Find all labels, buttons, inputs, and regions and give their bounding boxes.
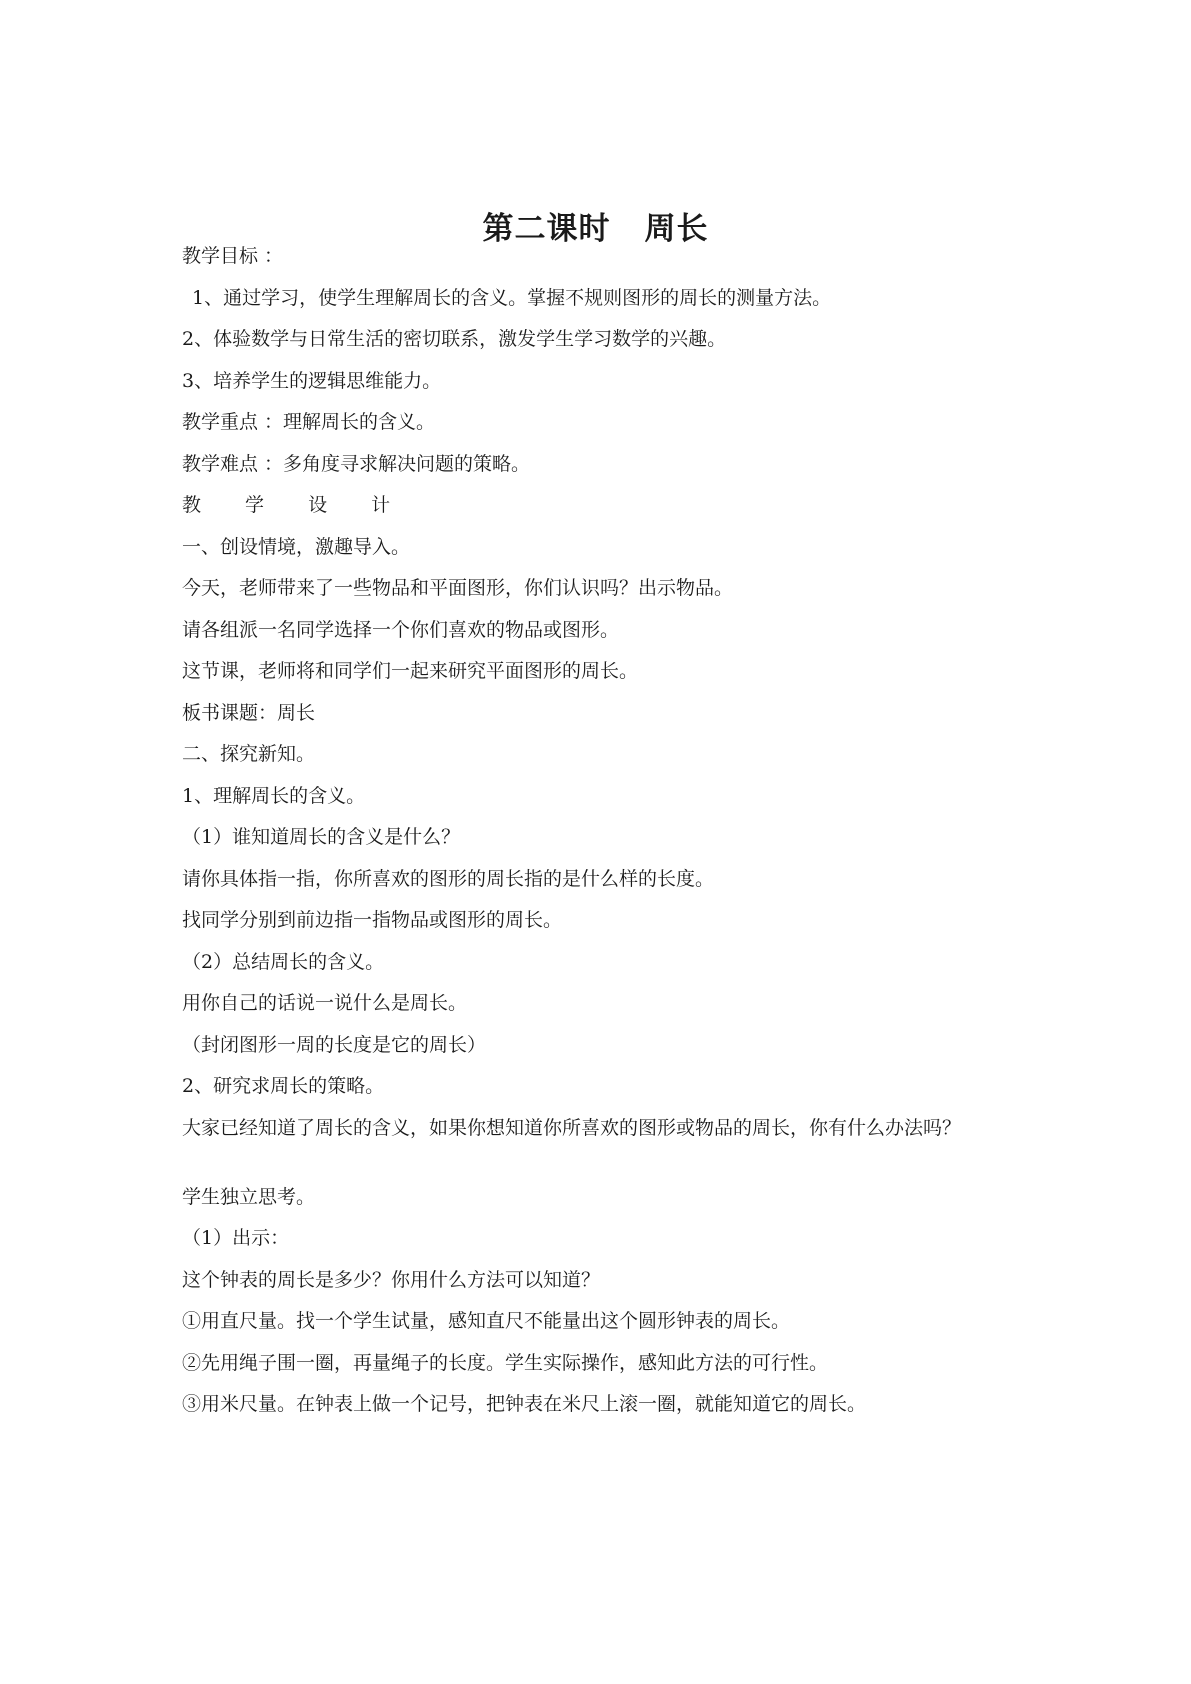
key-point: 教学重点 ：理解周长的含义。 [182, 411, 436, 433]
section-heading-2: 二、探究新知。 [182, 743, 316, 765]
teaching-design-heading: 教 学 设 计 [182, 494, 410, 516]
paragraph: 这个钟表的周长是多少？你用什么方法可以知道？ [182, 1269, 601, 1291]
method-item-3: ③用米尺量。在钟表上做一个记号，把钟表在米尺上滚一圈，就能知道它的周长。 [182, 1393, 867, 1415]
goal-item-3: 3、培养学生的逻辑思维能力。 [182, 370, 442, 392]
paragraph: （1）谁知道周长的含义是什么？ [182, 826, 461, 848]
title-topic: 周长 [644, 211, 709, 247]
paragraph: 请你具体指一指，你所喜欢的图形的周长指的是什么样的长度。 [182, 868, 715, 890]
goal-item-1: 1、通过学习，使学生理解周长的含义。掌握不规则图形的周长的测量方法。 [192, 287, 832, 309]
paragraph: 今天，老师带来了一些物品和平面图形，你们认识吗？出示物品。 [182, 577, 734, 599]
goal-item-2: 2、体验数学与日常生活的密切联系，激发学生学习数学的兴趣。 [182, 328, 727, 350]
paragraph: （2）总结周长的含义。 [182, 951, 385, 973]
paragraph: 这节课，老师将和同学们一起来研究平面图形的周长。 [182, 660, 639, 682]
section-heading-1: 一、创设情境，激趣导入。 [182, 536, 411, 558]
method-item-2: ②先用绳子围一圈，再量绳子的长度。学生实际操作，感知此方法的可行性。 [182, 1352, 829, 1374]
paragraph: （1）出示： [182, 1227, 290, 1249]
method-item-1: ①用直尺量。找一个学生试量，感知直尺不能量出这个圆形钟表的周长。 [182, 1310, 791, 1332]
paragraph: 找同学分别到前边指一指物品或图形的周长。 [182, 909, 563, 931]
page-title [0, 203, 1191, 248]
subsection-heading: 1、理解周长的含义。 [182, 785, 366, 807]
paragraph: 大家已经知道了周长的含义，如果你想知道你所喜欢的图形或物品的周长，你有什么办法吗？ [182, 1117, 962, 1139]
paragraph: 用你自己的话说一说什么是周长。 [182, 992, 468, 1014]
difficult-point: 教学难点 ：多角度寻求解决问题的策略。 [182, 453, 531, 475]
paragraph: 学生独立思考。 [182, 1186, 316, 1208]
paragraph: 板书课题：周长 [182, 702, 316, 724]
subsection-heading: 2、研究求周长的策略。 [182, 1075, 385, 1097]
title-lesson: 第二课时 [482, 211, 611, 247]
paragraph: （封闭图形一周的长度是它的周长） [182, 1034, 487, 1056]
teaching-goals-heading: 教学目标 ： [182, 245, 284, 267]
paragraph: 请各组派一名同学选择一个你们喜欢的物品或图形。 [182, 619, 620, 641]
